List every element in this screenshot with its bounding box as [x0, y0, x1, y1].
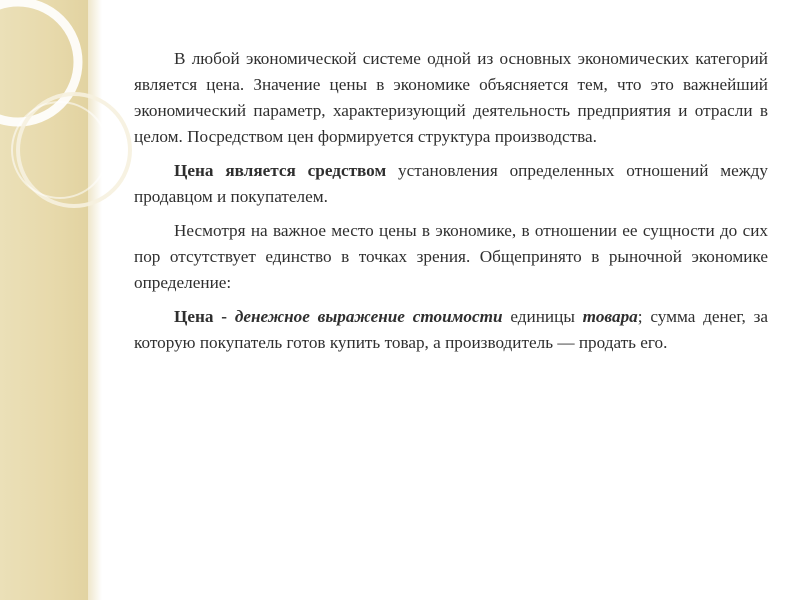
definition-text-b: ; сумма денег, за которую покупатель готов купить товар, а производитель — продать его. [134, 307, 768, 352]
paragraph-intro-text: В любой экономической системе одной из основных экономических категорий является цена. Значение цены в экономике объясняется тем, что это важнейший экономический параметр, характеризующий деятельность предприятия и отрасли в целом. Посредством цен формируется структура производства. [134, 49, 768, 146]
paragraph-price-means [134, 158, 768, 210]
paragraph-essence-text: Несмотря на важное место цены в экономике, в отношении ее сущности до сих пор отсутствует единство в точках зрения. Общепринято в рыночной экономике определение: [134, 221, 768, 292]
price-means-bold: Цена является средством [174, 161, 387, 180]
definition-emphasis: денежное выражение стоимости [234, 307, 503, 326]
definition-goods: товара [582, 307, 638, 326]
price-means-text: установления определенных отношений между продавцом и покупателем. [134, 161, 768, 206]
definition-term: Цена - [174, 307, 235, 326]
paragraph-definition [134, 304, 768, 356]
paragraph-essence [134, 218, 768, 296]
paragraph-intro [134, 46, 768, 150]
slide-text-body [134, 46, 768, 364]
definition-text-a: единицы [502, 307, 583, 326]
